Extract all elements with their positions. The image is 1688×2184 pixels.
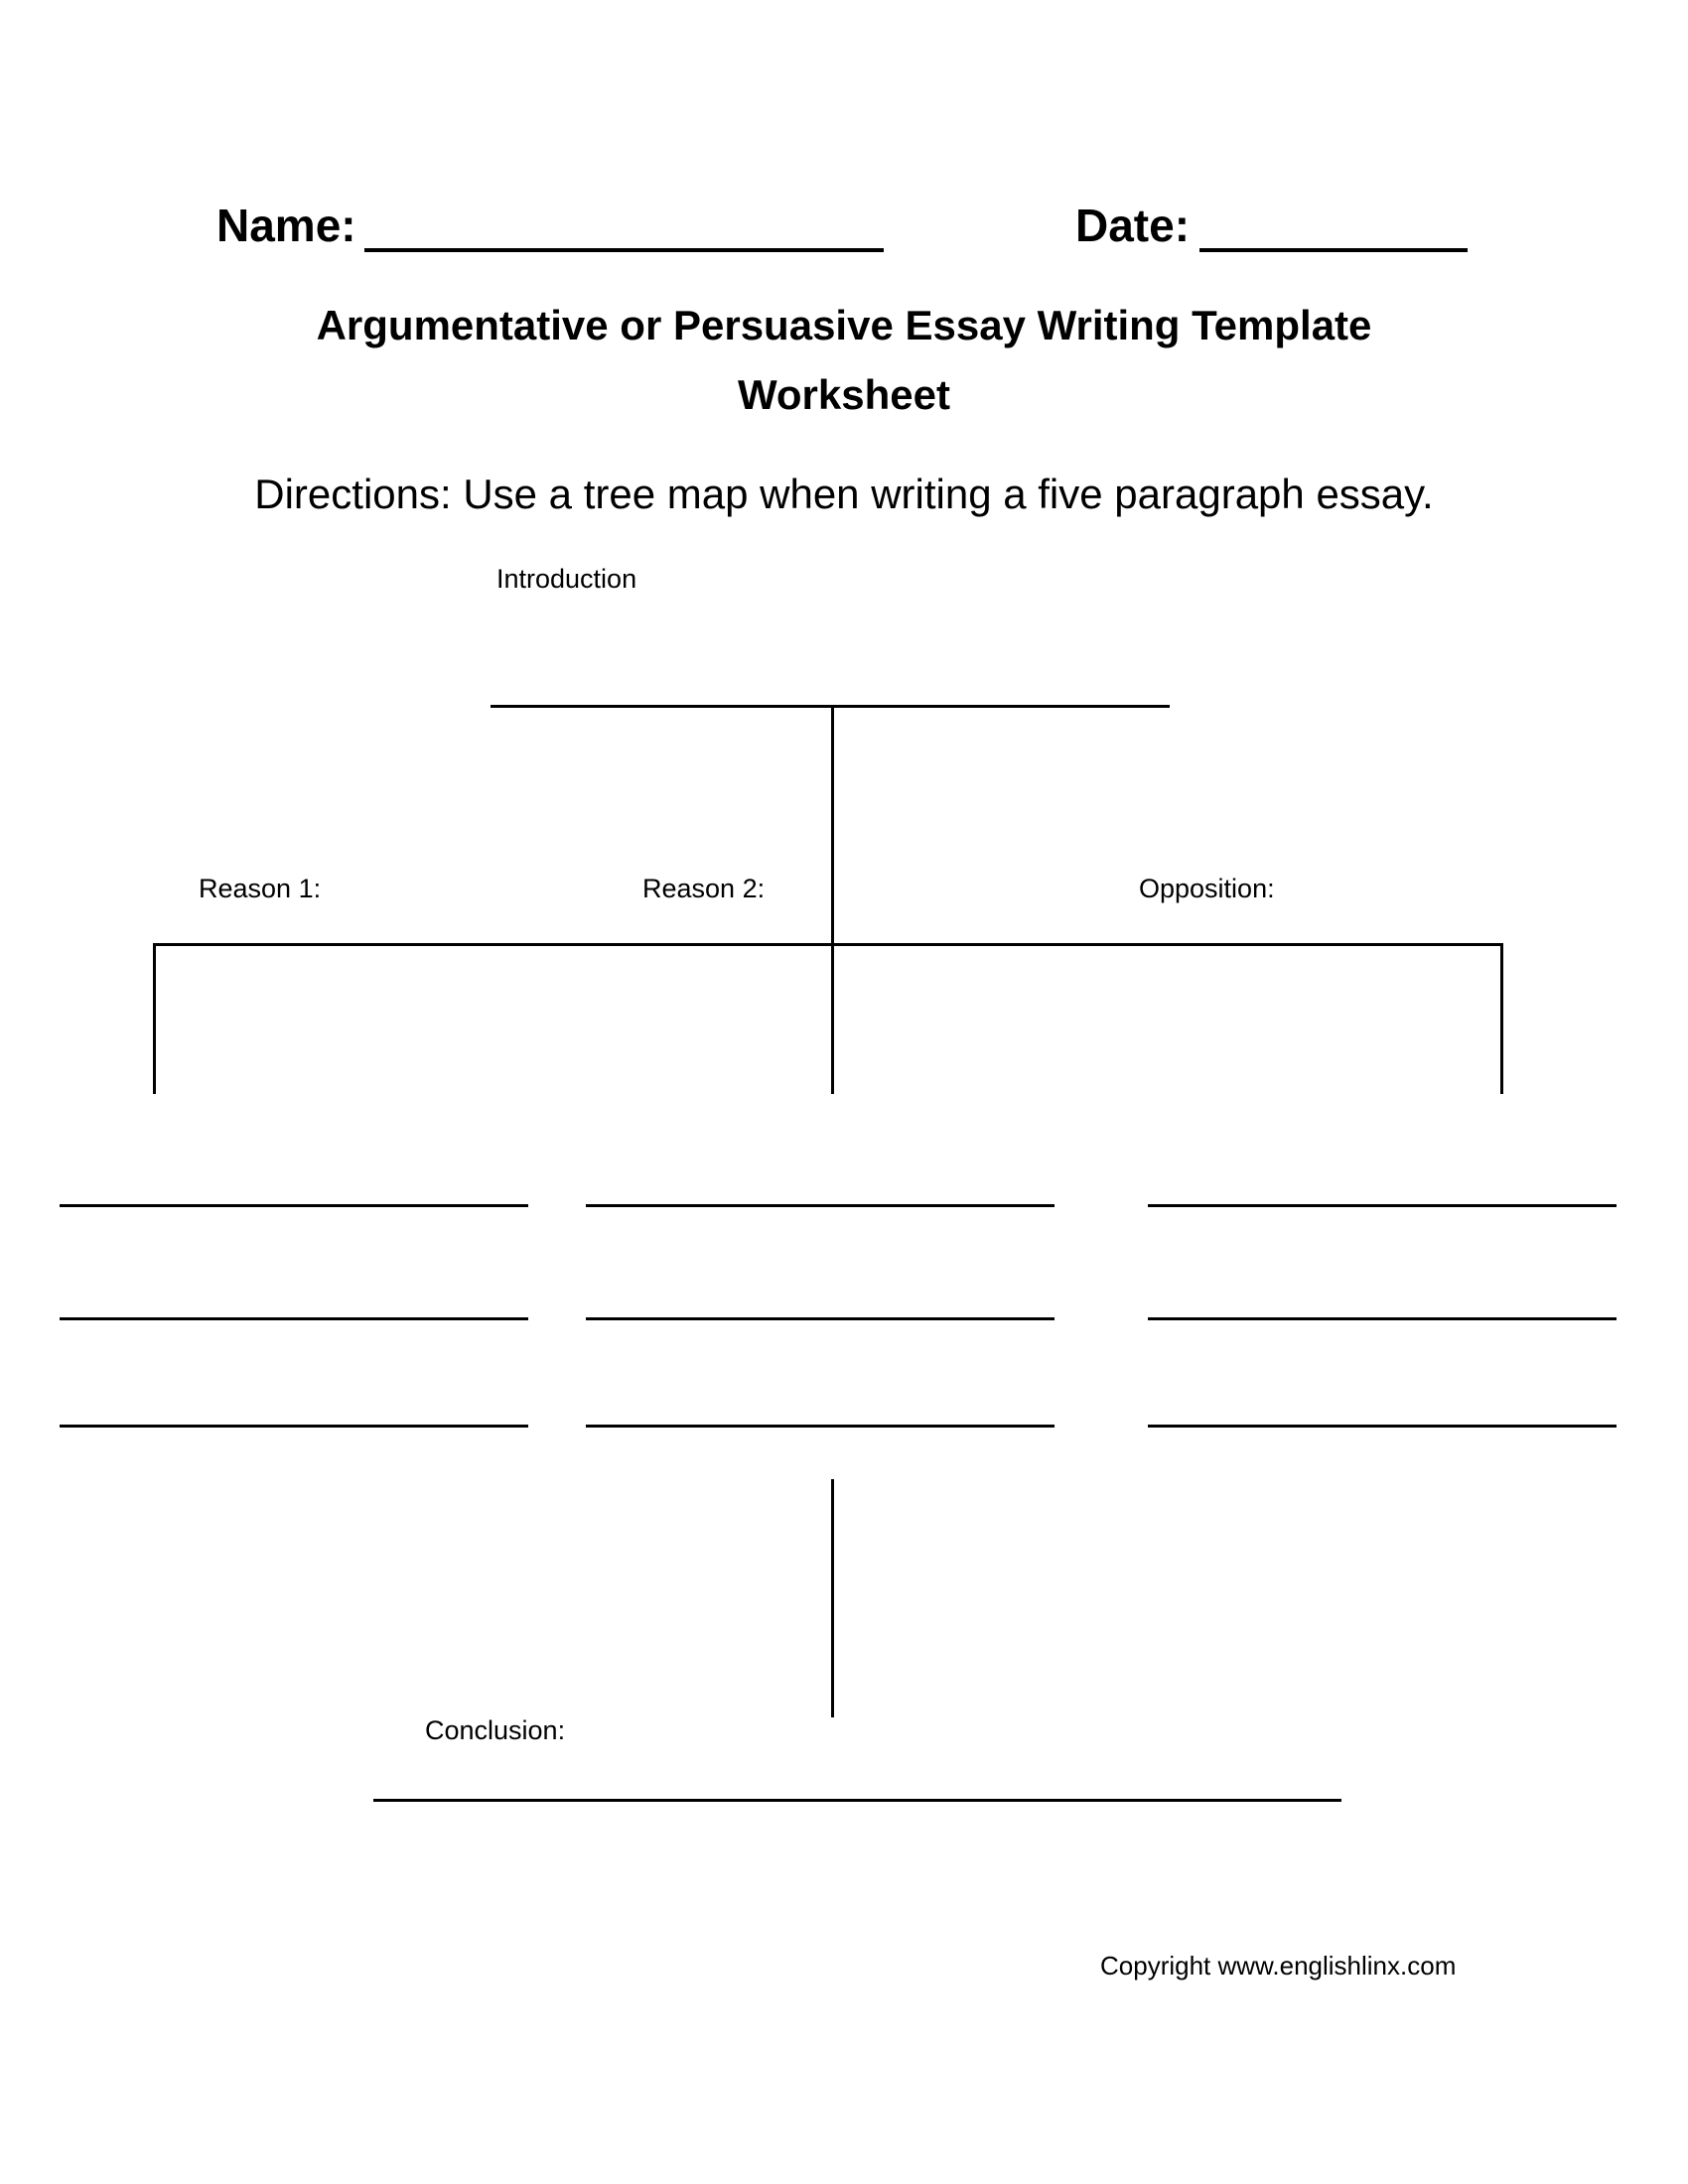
name-label: Name:: [216, 200, 356, 251]
opposition-line-1[interactable]: [1148, 1204, 1617, 1207]
worksheet-title-line-2: Worksheet: [738, 371, 950, 418]
reason-1-label: Reason 1:: [199, 874, 322, 903]
opposition-line-3[interactable]: [1148, 1425, 1617, 1428]
opposition-label: Opposition:: [1139, 874, 1275, 903]
reason-2-line-2[interactable]: [586, 1317, 1055, 1320]
tree-trunk-lower: [831, 1479, 834, 1717]
name-field[interactable]: [364, 248, 884, 252]
directions-text: Directions: Use a tree map when writing a five paragraph essay.: [254, 471, 1434, 517]
worksheet-title-line-1: Argumentative or Persuasive Essay Writing Template: [316, 302, 1372, 348]
introduction-line[interactable]: [491, 705, 1170, 708]
opposition-line-2[interactable]: [1148, 1317, 1617, 1320]
reason-2-label: Reason 2:: [642, 874, 766, 903]
reason-2-line-1[interactable]: [586, 1204, 1055, 1207]
reason-1-line-1[interactable]: [60, 1204, 528, 1207]
reason-1-line-2[interactable]: [60, 1317, 528, 1320]
introduction-label: Introduction: [496, 564, 637, 594]
branch-bar: [153, 943, 1503, 946]
copyright-text: Copyright www.englishlinx.com: [1100, 1951, 1457, 1980]
reason-2-line-3[interactable]: [586, 1425, 1055, 1428]
branch-drop-right: [1500, 943, 1503, 1094]
reason-1-line-3[interactable]: [60, 1425, 528, 1428]
conclusion-line[interactable]: [373, 1799, 1341, 1802]
tree-trunk-upper: [831, 707, 834, 1094]
conclusion-label: Conclusion:: [425, 1715, 566, 1745]
branch-drop-left: [153, 943, 156, 1094]
date-field[interactable]: [1199, 248, 1468, 252]
date-label: Date:: [1075, 200, 1191, 251]
